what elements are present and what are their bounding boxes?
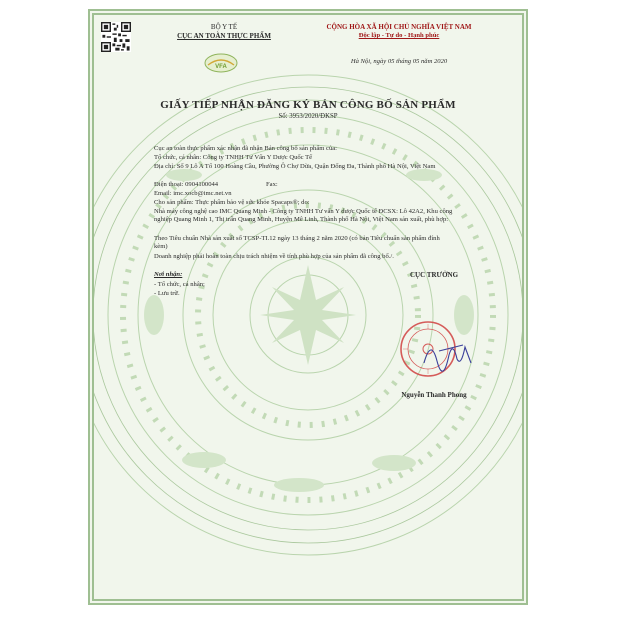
- recipient-item-2: - Lưu trữ.: [154, 290, 180, 297]
- vfa-logo: [204, 53, 238, 73]
- fax-label: Fax:: [266, 181, 278, 188]
- phone-label: Điện thoại: 0904100044: [154, 181, 219, 188]
- signer-name: Nguyễn Thanh Phong: [401, 391, 467, 399]
- recipient-item-1: - Tổ chức, cá nhân;: [154, 281, 205, 288]
- standard-line: Theo Tiêu chuẩn Nhà sản xuất số TCSP-TI.12 ngày 13 tháng 2 năm 2020 (có bản Tiêu chuẩn sản phẩm đính kèm): [154, 235, 440, 250]
- manufacturer-line: Nhà máy công nghệ cao IMC Quang Minh - Công ty TNHH Tư vấn Y dược Quốc tế ĐCSX: Lô 42A2, Khu công nghiệp Quang Minh 1, Thị trấn Quang Minh, Huyện Mê Linh, Thành phố Hà Nội, Việt Nam sản xuất, phù hợp:: [154, 208, 453, 223]
- signature: [419, 333, 479, 373]
- document-title: GIẤY TIẾP NHẬN ĐĂNG KÝ BẢN CÔNG BỐ SẢN PHẨM: [160, 99, 456, 111]
- national-title: CỘNG HÒA XÃ HỘI CHỦ NGHĨA VIỆT NAM: [326, 23, 472, 31]
- document-number: Số: 3953/2020/ĐKSP: [278, 113, 338, 120]
- national-motto: Độc lập - Tự do - Hạnh phúc: [358, 32, 440, 39]
- organization-line: Tổ chức, cá nhân: Công ty TNHH Tư Vấn Y Dược Quốc Tế: [154, 154, 313, 161]
- qr-code: [101, 22, 131, 52]
- address-line: Địa chỉ: Số 9 Lô A Tổ 100 Hoàng Cầu, Phường Ô Chợ Dừa, Quận Đống Đa, Thành phố Hà Nội, Việt Nam: [154, 163, 436, 170]
- place-date: Hà Nội, ngày 05 tháng 05 năm 2020: [350, 58, 448, 65]
- issuer-ministry: BỘ Y TẾ: [210, 23, 238, 31]
- signer-position: CỤC TRƯỞNG: [409, 271, 459, 279]
- issuer-department: CỤC AN TOÀN THỰC PHẨM: [177, 32, 271, 40]
- product-line: Cho sản phẩm: Thực phẩm bảo vệ sức khỏe Spacaps®; do:: [154, 199, 310, 206]
- responsibility-line: Doanh nghiệp phải hoàn toàn chịu trách nhiệm về tính phù hợp của sản phẩm đã công bố./.: [154, 253, 394, 260]
- intro-line: Cục an toàn thực phẩm xác nhận đã nhận Bản công bố sản phẩm của:: [154, 145, 338, 152]
- email-line: Email: imc.xocb@imc.net.vn: [154, 190, 232, 197]
- certificate-document: [88, 9, 528, 605]
- vfa-logo-text: VFA: [215, 64, 227, 70]
- recipients-heading: Nơi nhận:: [154, 271, 183, 278]
